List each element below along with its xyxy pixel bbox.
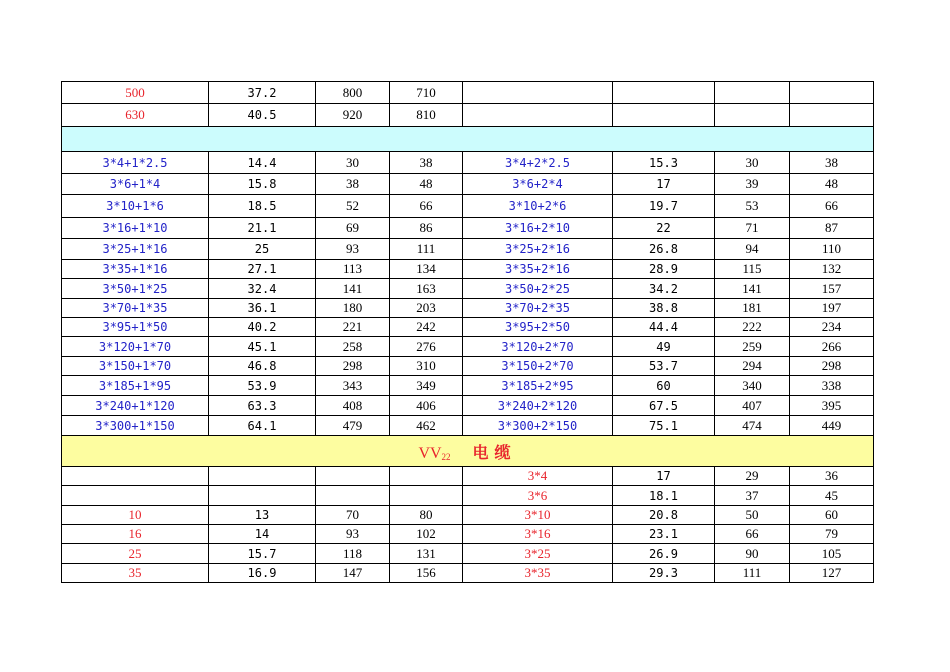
table-cell: 66 [715,525,790,544]
table-cell: 10 [62,506,209,525]
table-cell: 3*150+2*70 [463,357,613,376]
table-row [62,486,874,506]
table-cell: 93 [316,525,390,544]
table-cell: 115 [715,260,790,279]
table-cell: 113 [316,260,390,279]
table-cell: 3*185+1*95 [62,376,209,396]
table-cell [715,82,790,104]
table-cell: 27.1 [209,260,316,279]
table-cell: 294 [715,357,790,376]
table-cell: 53.7 [613,357,715,376]
table-cell [613,82,715,104]
table-row [62,337,874,357]
table-cell: 60 [613,376,715,396]
table-cell: 26.9 [613,544,715,564]
table-cell: 40.2 [209,318,316,337]
table-cell: 36 [790,467,874,486]
table-cell: 163 [390,279,463,299]
table-cell: 25 [62,544,209,564]
table-cell: 94 [715,239,790,260]
table-cell: 3*50+2*25 [463,279,613,299]
table-cell: 48 [390,174,463,195]
table-cell: 408 [316,396,390,416]
table-row [62,506,874,525]
table-row [62,299,874,318]
table-cell: 3*25+2*16 [463,239,613,260]
table-cell [390,467,463,486]
table-row [62,396,874,416]
table-cell: 29 [715,467,790,486]
table-cell: 80 [390,506,463,525]
table-cell: 3*35+2*16 [463,260,613,279]
table-cell: 127 [790,564,874,583]
table-cell: 60 [790,506,874,525]
table-cell: 3*4+1*2.5 [62,152,209,174]
table-row [62,416,874,436]
table-cell [62,486,209,506]
table-cell [790,104,874,127]
table-cell: 3*95+1*50 [62,318,209,337]
table-cell: 242 [390,318,463,337]
table-cell: 90 [715,544,790,564]
table-cell: 102 [390,525,463,544]
table-cell: 63.3 [209,396,316,416]
table-cell: 105 [790,544,874,564]
table-cell: 15.8 [209,174,316,195]
table-cell: 221 [316,318,390,337]
table-cell [62,467,209,486]
section-title [62,436,874,467]
table-cell: 16 [62,525,209,544]
table-cell: 395 [790,396,874,416]
table-cell: 48 [790,174,874,195]
table-row [62,564,874,583]
table-cell: 349 [390,376,463,396]
table-cell [209,486,316,506]
table-cell: 157 [790,279,874,299]
table-cell: 16.9 [209,564,316,583]
table-cell: 3*35+1*16 [62,260,209,279]
table-cell: 87 [790,218,874,239]
table-cell: 266 [790,337,874,357]
table-cell: 3*25 [463,544,613,564]
table-cell: 30 [715,152,790,174]
table-cell: 53.9 [209,376,316,396]
table-cell: 3*70+1*35 [62,299,209,318]
table-cell: 338 [790,376,874,396]
table-cell: 141 [715,279,790,299]
table-cell: 630 [62,104,209,127]
table-cell [613,104,715,127]
table-cell: 197 [790,299,874,318]
table-cell: 474 [715,416,790,436]
table-cell: 3*120+2*70 [463,337,613,357]
table-cell: 44.4 [613,318,715,337]
title-cable-word: 电缆 [472,442,517,462]
table-cell: 234 [790,318,874,337]
table-cell: 203 [390,299,463,318]
table-cell: 3*120+1*70 [62,337,209,357]
table-cell: 39 [715,174,790,195]
table-cell: 479 [316,416,390,436]
table-cell: 28.9 [613,260,715,279]
section-band [62,127,874,152]
table-row [62,82,874,104]
table-cell: 40.5 [209,104,316,127]
table-cell: 181 [715,299,790,318]
table-cell: 45 [790,486,874,506]
table-cell: 3*16+2*10 [463,218,613,239]
table-cell: 20.8 [613,506,715,525]
table-cell: 134 [390,260,463,279]
table-cell: 3*25+1*16 [62,239,209,260]
table-cell: 343 [316,376,390,396]
table-cell: 19.7 [613,195,715,218]
table-cell: 920 [316,104,390,127]
table-cell: 3*4 [463,467,613,486]
table-cell: 18.1 [613,486,715,506]
table-cell: 67.5 [613,396,715,416]
table-cell: 29.3 [613,564,715,583]
table-cell: 53 [715,195,790,218]
table-cell: 3*35 [463,564,613,583]
section-band-cell [62,127,874,152]
table-cell: 222 [715,318,790,337]
table-cell: 800 [316,82,390,104]
table-cell: 14.4 [209,152,316,174]
table-cell: 147 [316,564,390,583]
table-cell [316,467,390,486]
table-cell: 3*185+2*95 [463,376,613,396]
table-cell: 21.1 [209,218,316,239]
table-cell: 32.4 [209,279,316,299]
table-row [62,239,874,260]
table-cell: 34.2 [613,279,715,299]
table-cell: 22 [613,218,715,239]
table-cell: 3*6 [463,486,613,506]
table-cell: 46.8 [209,357,316,376]
table-cell: 49 [613,337,715,357]
table-cell: 298 [790,357,874,376]
table-cell: 36.1 [209,299,316,318]
table-cell: 66 [390,195,463,218]
table-cell: 35 [62,564,209,583]
table-cell: 310 [390,357,463,376]
table-row [62,174,874,195]
table-cell: 14 [209,525,316,544]
table-cell: 3*300+1*150 [62,416,209,436]
table-cell: 15.7 [209,544,316,564]
table-cell: 710 [390,82,463,104]
table-cell: 37.2 [209,82,316,104]
table-cell: 17 [613,174,715,195]
table-cell [790,82,874,104]
table-row [62,218,874,239]
table-cell: 3*6+2*4 [463,174,613,195]
table-cell: 38.8 [613,299,715,318]
table-cell: 30 [316,152,390,174]
table-cell: 111 [390,239,463,260]
table-cell: 79 [790,525,874,544]
table-cell: 25 [209,239,316,260]
table-cell [463,104,613,127]
table-cell: 3*150+1*70 [62,357,209,376]
table-cell: 75.1 [613,416,715,436]
table-cell: 276 [390,337,463,357]
table-cell: 70 [316,506,390,525]
table-cell: 15.3 [613,152,715,174]
table-row [62,318,874,337]
table-row [62,376,874,396]
table-row [62,104,874,127]
table-cell: 3*95+2*50 [463,318,613,337]
table-cell: 156 [390,564,463,583]
table-cell [463,82,613,104]
table-cell: 110 [790,239,874,260]
table-cell: 38 [316,174,390,195]
table-cell: 69 [316,218,390,239]
table-cell: 449 [790,416,874,436]
table-row [62,195,874,218]
table-cell: 810 [390,104,463,127]
table-cell: 3*70+2*35 [463,299,613,318]
table-cell: 131 [390,544,463,564]
table-cell: 23.1 [613,525,715,544]
section-title-row [62,436,874,467]
table-cell: 38 [790,152,874,174]
table-row [62,260,874,279]
table-cell: 66 [790,195,874,218]
table-row [62,544,874,564]
table-cell: 111 [715,564,790,583]
table-cell: 13 [209,506,316,525]
table-cell [715,104,790,127]
table-row [62,525,874,544]
table-cell: 3*10+1*6 [62,195,209,218]
cable-spec-table [61,81,874,583]
table-cell: 52 [316,195,390,218]
table-cell [390,486,463,506]
table-cell: 180 [316,299,390,318]
table-row [62,357,874,376]
table-cell: 3*50+1*25 [62,279,209,299]
table-cell: 26.8 [613,239,715,260]
table-cell: 258 [316,337,390,357]
table-cell: 3*240+1*120 [62,396,209,416]
table-cell: 3*240+2*120 [463,396,613,416]
table-cell: 259 [715,337,790,357]
title-cable-code: $VV_{22}$ [418,444,451,462]
table-cell: 298 [316,357,390,376]
table-row [62,152,874,174]
table-cell: 3*16+1*10 [62,218,209,239]
table-cell: 3*4+2*2.5 [463,152,613,174]
table-cell: 3*16 [463,525,613,544]
table-cell: 18.5 [209,195,316,218]
table-cell: 118 [316,544,390,564]
table-cell: 45.1 [209,337,316,357]
table-cell: 17 [613,467,715,486]
table-cell: 71 [715,218,790,239]
table-cell: 462 [390,416,463,436]
table-cell: 407 [715,396,790,416]
table-row [62,467,874,486]
table-cell: 3*10+2*6 [463,195,613,218]
table-cell [316,486,390,506]
table-cell: 340 [715,376,790,396]
table-cell: 86 [390,218,463,239]
table-cell: 37 [715,486,790,506]
table-cell: 141 [316,279,390,299]
table-cell: 50 [715,506,790,525]
table-cell: 3*6+1*4 [62,174,209,195]
table-row [62,279,874,299]
table-cell: 64.1 [209,416,316,436]
table-cell: 500 [62,82,209,104]
table-cell [209,467,316,486]
table-cell: 132 [790,260,874,279]
table-cell: 38 [390,152,463,174]
table-cell: 406 [390,396,463,416]
table-cell: 93 [316,239,390,260]
table-cell: 3*300+2*150 [463,416,613,436]
table-cell: 3*10 [463,506,613,525]
